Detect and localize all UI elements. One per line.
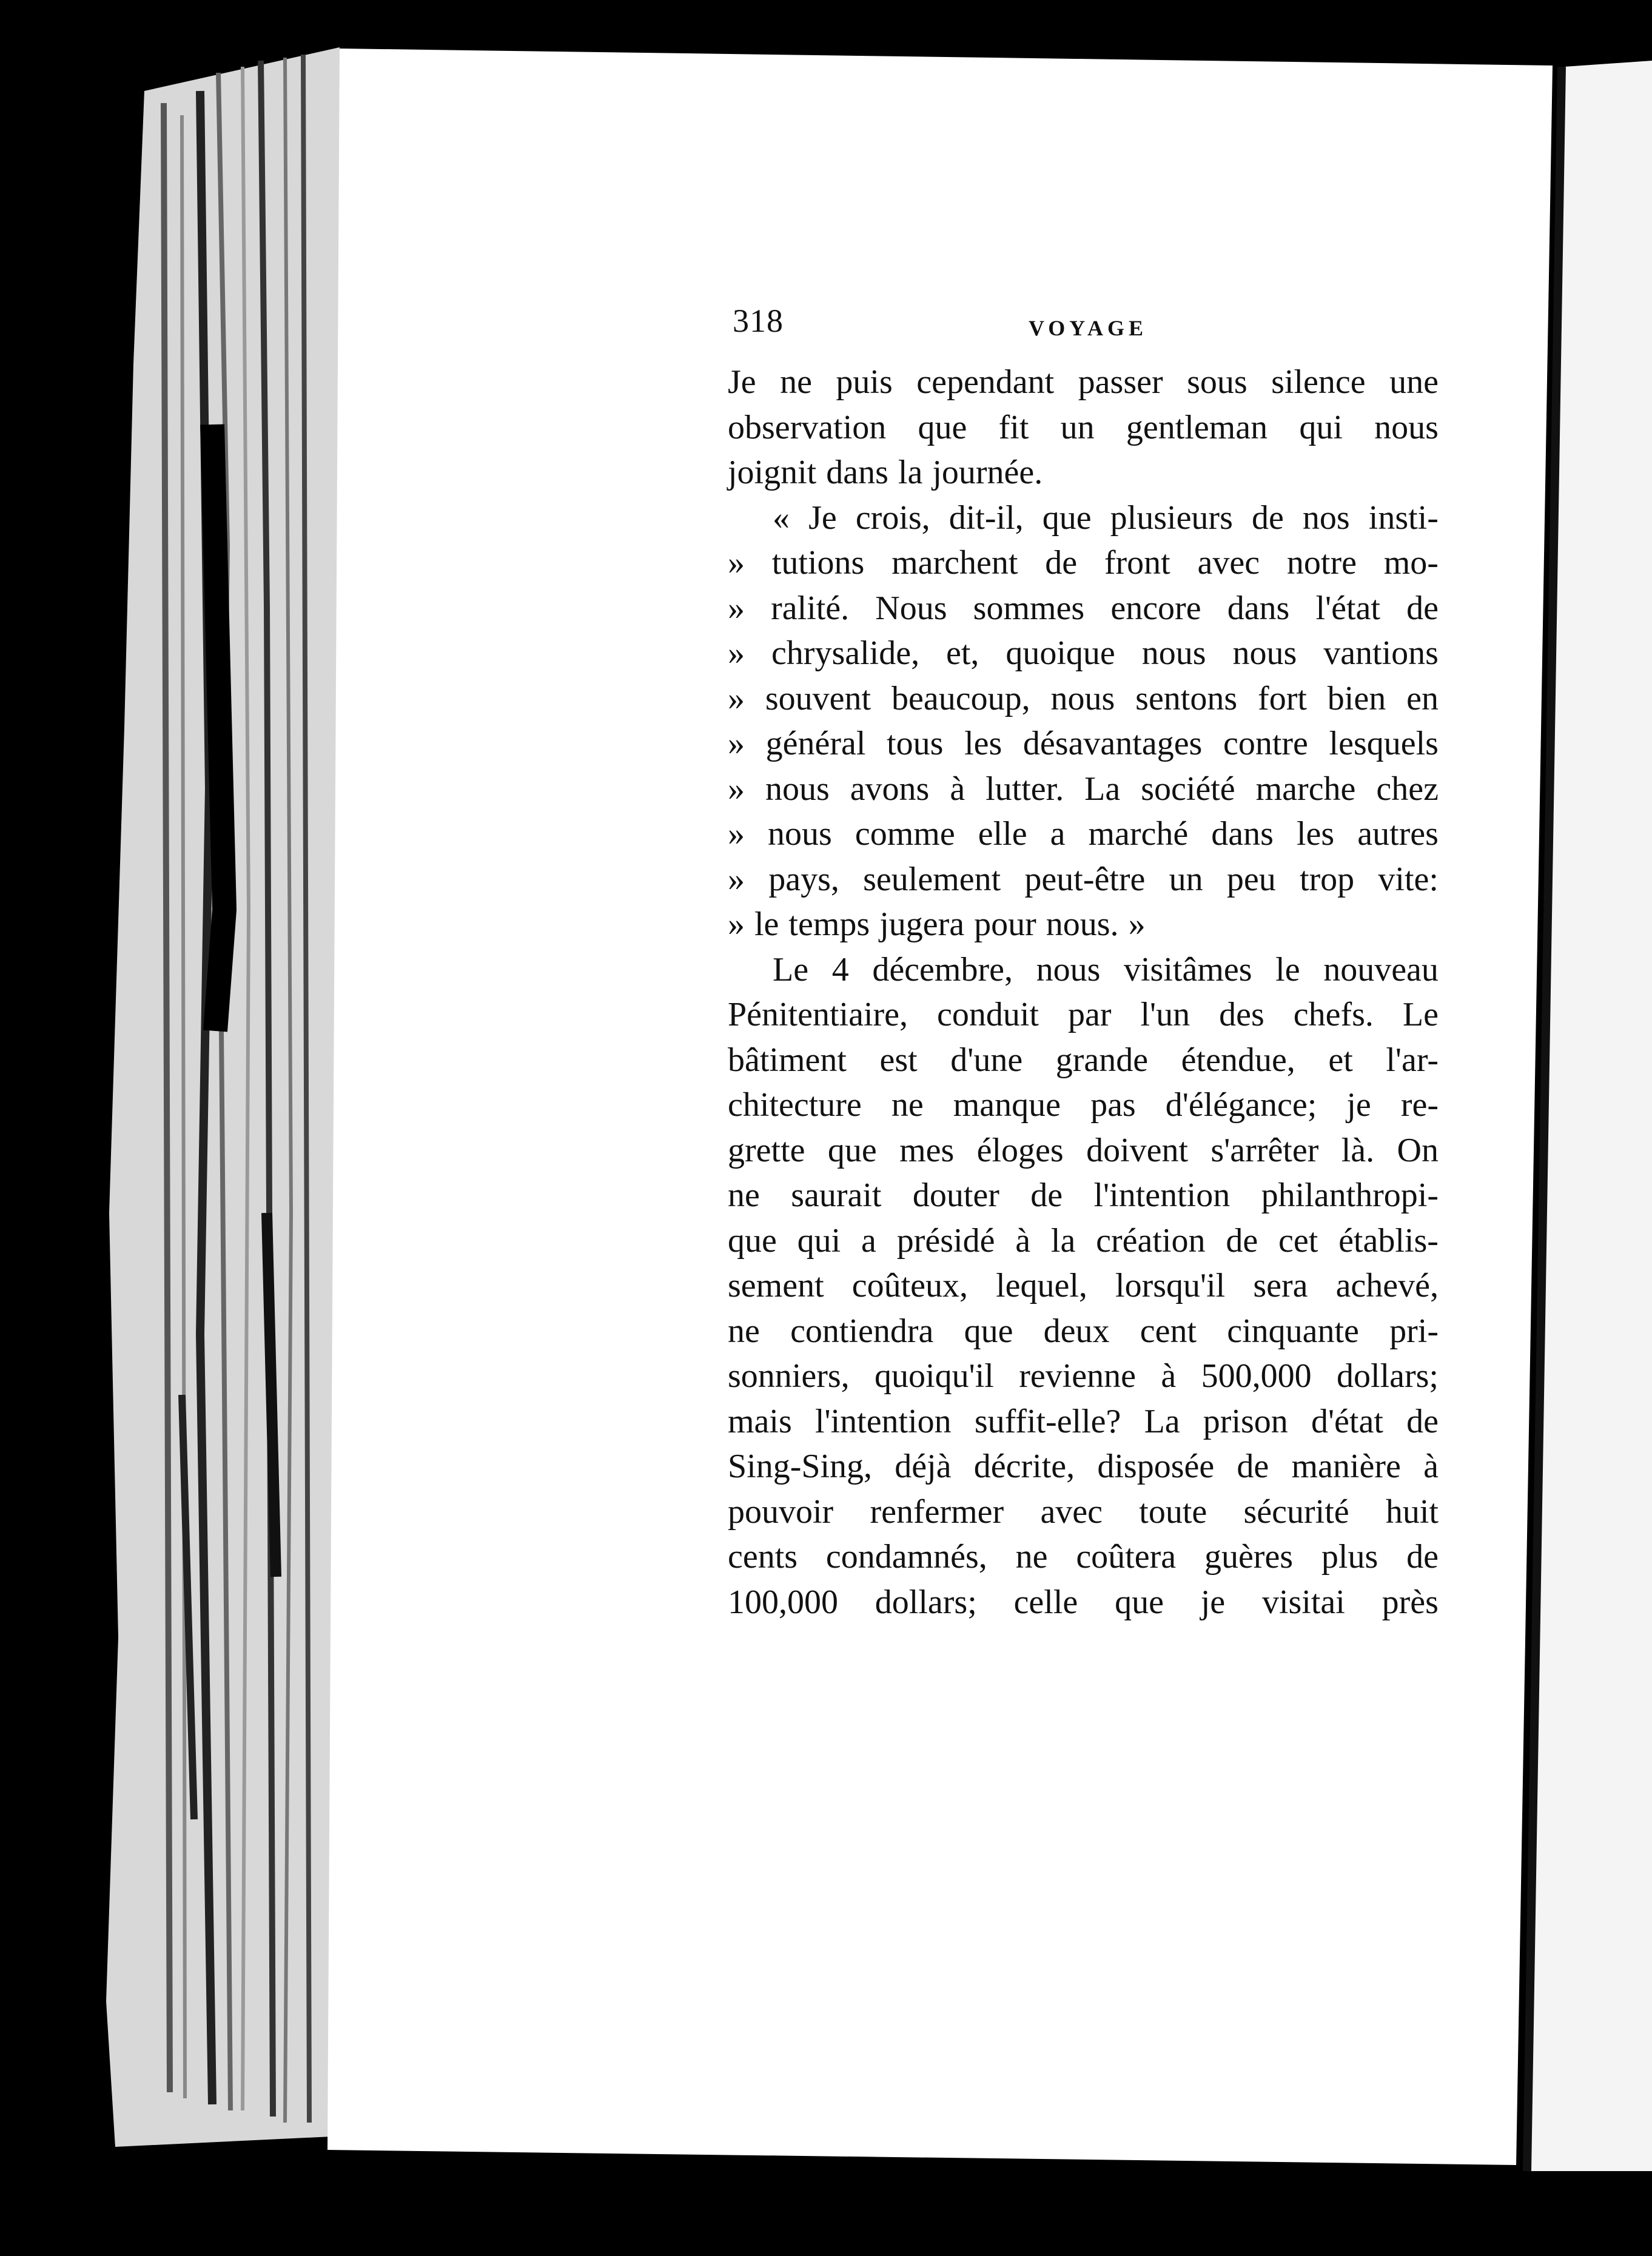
text-line: ne contiendra que deux cent cinquante pri-: [728, 1312, 1439, 1350]
text-line: » tutions marchent de front avec notre mo-: [728, 544, 1439, 582]
text-line: Le 4 décembre, nous visitâmes le nouveau: [773, 950, 1439, 989]
text-line: ne saurait douter de l'intention philanthropi-: [728, 1177, 1439, 1214]
text-line: sement coûteux, lequel, lorsqu'il sera achevé,: [728, 1267, 1439, 1304]
text-line: chitecture ne manque pas d'élégance; je re-: [728, 1086, 1439, 1124]
text-line: 100,000 dollars; celle que je visitai près: [728, 1583, 1439, 1621]
text-line: bâtiment est d'une grande étendue, et l'ar-: [728, 1041, 1439, 1079]
text-line: sonniers, quoiqu'il revienne à 500,000 dollars;: [728, 1357, 1439, 1395]
text-line: » nous comme elle a marché dans les autres: [728, 815, 1439, 853]
running-head: VOYAGE: [1029, 316, 1147, 340]
text-line: » chrysalide, et, quoique nous nous vantions: [728, 634, 1439, 672]
text-line: « Je crois, dit-il, que plusieurs de nos insti-: [773, 499, 1439, 537]
text-line: » pays, seulement peut-être un peu trop vite:: [728, 860, 1439, 898]
text-line: mais l'intention suffit-elle? La prison d'état de: [728, 1402, 1439, 1440]
text-line: » nous avons à lutter. La société marche chez: [728, 770, 1439, 808]
text-line: Je ne puis cependant passer sous silence une: [728, 363, 1439, 401]
text-line: que qui a présidé à la création de cet établis-: [728, 1221, 1439, 1260]
text-line: » ralité. Nous sommes encore dans l'état de: [728, 589, 1439, 627]
text-line: grette que mes éloges doivent s'arrêter là. On: [728, 1131, 1439, 1169]
page-number: 318: [733, 303, 784, 339]
text-line: Sing-Sing, déjà décrite, disposée de manière à: [728, 1448, 1439, 1485]
text-line: cents condamnés, ne coûtera guères plus de: [728, 1538, 1439, 1576]
text-line: » souvent beaucoup, nous sentons fort bien en: [728, 679, 1439, 717]
text-line: Pénitentiaire, conduit par l'un des chefs. Le: [728, 996, 1439, 1033]
text-line: joignit dans la journée.: [728, 454, 1043, 491]
text-line: » général tous les désavantages contre lesquels: [728, 725, 1439, 762]
text-line: » le temps jugera pour nous. »: [728, 905, 1146, 943]
text-line: observation que fit un gentleman qui nous: [728, 408, 1439, 446]
text-line: pouvoir renfermer avec toute sécurité huit: [728, 1492, 1439, 1531]
